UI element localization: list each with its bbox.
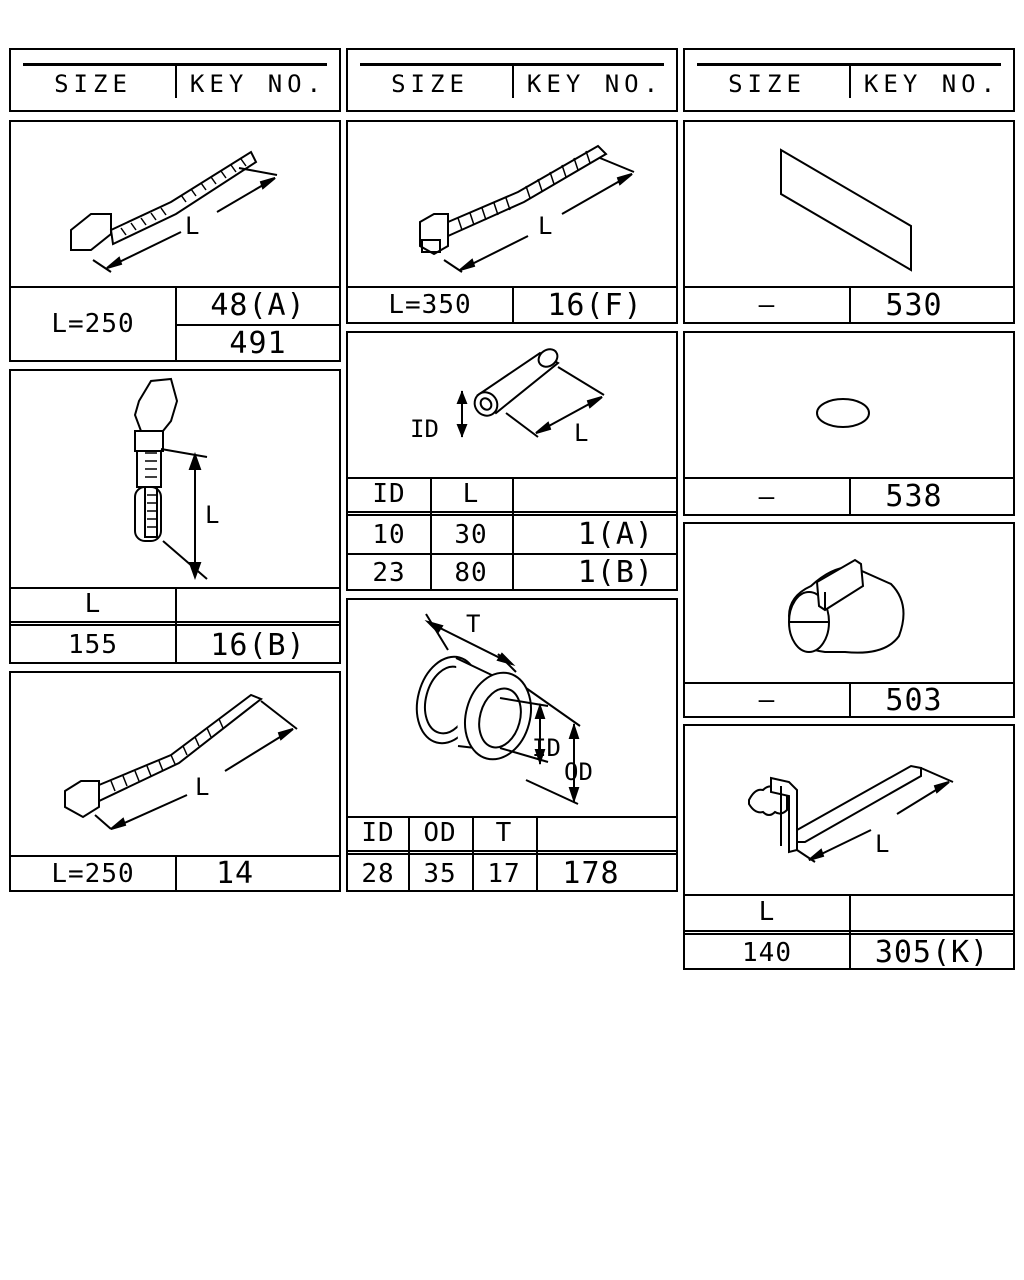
tube-drawing xyxy=(348,333,678,477)
col-header-id: ID xyxy=(372,479,406,509)
key-no: 16(B) xyxy=(210,627,306,663)
dim-label-od: OD xyxy=(564,758,593,786)
size-value: — xyxy=(758,685,776,715)
l-value: 140 xyxy=(742,937,792,968)
tape-drawing xyxy=(685,122,1015,286)
dim-label-l: L xyxy=(205,501,220,529)
header-col2 xyxy=(346,48,678,112)
grommet-drawing xyxy=(348,600,678,816)
key-no: 48(A) xyxy=(210,287,306,323)
header-key-no: KEY NO. xyxy=(863,70,1001,98)
dim-label-id: ID xyxy=(532,734,561,762)
dim-label-l: L xyxy=(574,419,589,447)
header-col3 xyxy=(683,48,1015,112)
size-value: — xyxy=(758,290,776,320)
size-value: — xyxy=(758,481,776,512)
key-no: 538 xyxy=(885,479,943,514)
key-no: 491 xyxy=(229,325,287,361)
oval-drawing xyxy=(685,333,1015,477)
key-no: 1(B) xyxy=(577,555,654,590)
key-no: 530 xyxy=(885,287,943,323)
l-value: 30 xyxy=(454,519,488,550)
tie-250-drawing xyxy=(11,673,341,855)
size-value: L=250 xyxy=(51,858,135,889)
t-value: 17 xyxy=(487,858,521,889)
key-no: 178 xyxy=(562,856,620,891)
col-header-key xyxy=(175,587,341,621)
col-header-l: L xyxy=(462,479,480,509)
id-value: 23 xyxy=(372,557,406,588)
col-header-key xyxy=(512,477,678,511)
dim-label-l: L xyxy=(875,830,890,858)
size-value: L=350 xyxy=(388,290,472,320)
id-value: 28 xyxy=(361,858,395,889)
header-size: SIZE xyxy=(391,70,469,98)
key-no: 14 xyxy=(215,856,255,891)
part-grommet xyxy=(346,598,678,892)
dim-label-l: L xyxy=(195,773,210,801)
col-header-l: L xyxy=(84,589,102,619)
header-size: SIZE xyxy=(728,70,806,98)
part-tie-clip-250 xyxy=(9,120,341,362)
part-tube xyxy=(346,331,678,591)
part-tie-clip-155 xyxy=(9,369,341,664)
header-key-no: KEY NO. xyxy=(189,70,327,98)
clip-140-drawing xyxy=(685,726,1015,894)
dim-label-id: ID xyxy=(410,415,439,443)
key-no: 503 xyxy=(885,682,943,718)
key-no: 1(A) xyxy=(577,517,654,552)
part-clip-140 xyxy=(683,724,1015,970)
part-tie-350 xyxy=(346,120,678,324)
part-oval xyxy=(683,331,1015,516)
id-value: 10 xyxy=(372,519,406,550)
col-header-t: T xyxy=(495,818,513,848)
od-value: 35 xyxy=(423,858,457,889)
col-header-key xyxy=(536,816,678,850)
col-header-id: ID xyxy=(361,818,395,848)
block-drawing xyxy=(685,524,1015,682)
col-header-l: L xyxy=(758,897,776,927)
tie-350-drawing xyxy=(348,122,678,286)
l-value: 155 xyxy=(68,630,118,660)
part-block xyxy=(683,522,1015,718)
size-value: L=250 xyxy=(51,309,135,339)
l-value: 80 xyxy=(454,557,488,588)
key-no: 16(F) xyxy=(547,287,643,323)
col-header-od: OD xyxy=(423,818,457,848)
tie-clip-155-drawing xyxy=(11,371,341,587)
header-size: SIZE xyxy=(54,70,132,98)
key-no: 305(K) xyxy=(874,935,990,970)
header-key-no: KEY NO. xyxy=(526,70,664,98)
dim-label-l: L xyxy=(538,212,553,240)
col-header-key xyxy=(849,894,1015,930)
part-tape xyxy=(683,120,1015,324)
part-tie-250 xyxy=(9,671,341,892)
dim-label-l: L xyxy=(185,212,200,240)
dim-label-t: T xyxy=(466,610,481,638)
header-col1 xyxy=(9,48,341,112)
tie-clip-250-drawing xyxy=(11,122,341,286)
